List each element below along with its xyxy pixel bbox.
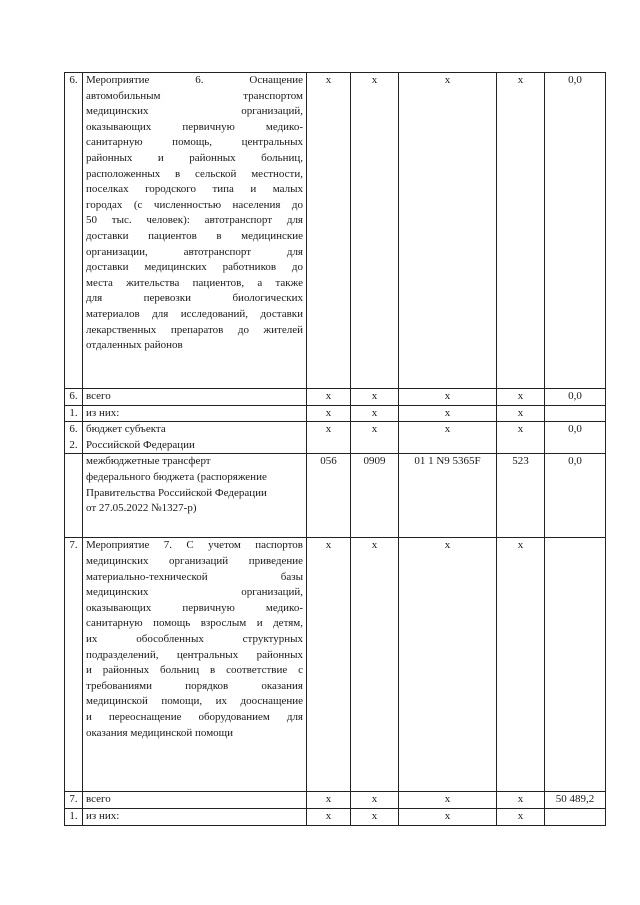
row-number: 7.	[65, 792, 83, 809]
desc-line: оказывающих первичную медико-	[86, 120, 303, 133]
measure-description	[83, 538, 307, 792]
table-row	[65, 73, 606, 389]
cell-target-article: х	[399, 538, 497, 792]
desc-line: подразделений, центральных районных	[86, 648, 303, 661]
cell-ministry-code: 056	[307, 454, 351, 538]
desc-line: федерального бюджета (распоряжение	[86, 470, 267, 483]
cell-amount: 0,0	[545, 422, 606, 454]
desc-line: отдаленных районов	[86, 339, 183, 352]
desc-line: места жительства пациентов, а также	[86, 276, 303, 289]
row-label-of-which: из них:	[83, 808, 307, 825]
row-number	[65, 454, 83, 538]
cell-section-code: х	[351, 538, 399, 792]
desc-line: Мероприятие 6. Оснащение	[86, 74, 303, 86]
cell-ministry-code: х	[307, 405, 351, 422]
row-number-part: 6.	[69, 423, 78, 436]
cell-target-article: х	[399, 73, 497, 389]
cell-expense-type: х	[497, 405, 545, 422]
row-number	[65, 422, 83, 454]
row-label-of-which: из них:	[83, 405, 307, 422]
cell-section-code: х	[351, 405, 399, 422]
cell-section-code: х	[351, 808, 399, 825]
cell-ministry-code: х	[307, 808, 351, 825]
cell-amount	[545, 405, 606, 422]
cell-expense-type: 523	[497, 454, 545, 538]
cell-ministry-code: х	[307, 389, 351, 406]
cell-expense-type: х	[497, 389, 545, 406]
cell-ministry-code: х	[307, 538, 351, 792]
row-number: 1.	[65, 405, 83, 422]
row-label-transfer	[83, 454, 307, 538]
cell-expense-type: х	[497, 538, 545, 792]
cell-section-code: х	[351, 73, 399, 389]
desc-line: материалов для исследований, доставки	[86, 307, 303, 320]
desc-line: поселках городского типа и малых	[86, 183, 303, 196]
cell-section-code: 0909	[351, 454, 399, 538]
cell-expense-type: х	[497, 422, 545, 454]
row-number: 7.	[65, 538, 83, 792]
cell-target-article: х	[399, 808, 497, 825]
cell-section-code: х	[351, 792, 399, 809]
row-label-regional-budget	[83, 422, 307, 454]
budget-table	[64, 72, 606, 826]
desc-line: для перевозки биологических	[86, 292, 303, 305]
cell-amount: 0,0	[545, 73, 606, 389]
cell-amount	[545, 538, 606, 792]
table-row	[65, 422, 606, 454]
cell-ministry-code: х	[307, 73, 351, 389]
desc-line: требованиями порядков оказания	[86, 679, 303, 692]
desc-line: медицинских организаций,	[86, 105, 303, 118]
desc-line: медицинской помощи, их дооснащение	[86, 695, 303, 708]
cell-expense-type: х	[497, 808, 545, 825]
desc-line: медицинских организаций приведение	[86, 554, 303, 567]
desc-line: расположенных в сельской местности,	[86, 167, 303, 180]
cell-amount: 0,0	[545, 454, 606, 538]
desc-line: Российской Федерации	[86, 438, 195, 451]
desc-line: и переоснащение оборудованием для	[86, 710, 303, 723]
desc-line: доставки медицинских работников до	[86, 261, 303, 274]
cell-target-article: х	[399, 422, 497, 454]
cell-target-article: 01 1 N9 5365F	[399, 454, 497, 538]
desc-line: Мероприятие 7. С учетом паспортов	[86, 539, 303, 552]
row-number: 6.	[65, 389, 83, 406]
cell-section-code: х	[351, 389, 399, 406]
desc-line: Правительства Российской Федерации	[86, 486, 267, 499]
desc-line: лекарственных препаратов до жителей	[86, 323, 303, 336]
desc-line: доставки пациентов в медицинские	[86, 229, 303, 242]
desc-line: медицинских организаций,	[86, 586, 303, 599]
cell-amount: 0,0	[545, 389, 606, 406]
desc-line: от 27.05.2022 №1327-р)	[86, 502, 197, 515]
row-label-total: всего	[83, 389, 307, 406]
table-row	[65, 389, 606, 406]
desc-line: оказывающих первичную медико-	[86, 601, 303, 614]
row-number: 6.	[65, 73, 83, 389]
desc-line: автомобильным транспортом	[86, 89, 303, 102]
desc-line: межбюджетные трансферт	[86, 455, 211, 468]
desc-line: бюджет субъекта	[86, 423, 166, 436]
desc-line: материально-технической базы	[86, 570, 303, 583]
row-number: 1.	[65, 808, 83, 825]
cell-target-article: х	[399, 405, 497, 422]
table-row	[65, 808, 606, 825]
desc-line: санитарную помощь взрослым и детям,	[86, 617, 303, 630]
desc-line: городах (с численностью населения до	[86, 198, 303, 211]
desc-line: и районных больниц в соответствие с	[86, 664, 303, 677]
desc-line: оказания медицинской помощи	[86, 726, 234, 739]
row-number-part: 2.	[69, 438, 78, 451]
row-label-total: всего	[83, 792, 307, 809]
cell-section-code: х	[351, 422, 399, 454]
table-row	[65, 454, 606, 538]
desc-line: организации, автотранспорт для	[86, 245, 303, 258]
cell-amount: 50 489,2	[545, 792, 606, 809]
desc-line: районных и районных больниц,	[86, 151, 303, 164]
measure-description	[83, 73, 307, 389]
table-row	[65, 405, 606, 422]
cell-target-article: х	[399, 792, 497, 809]
cell-amount	[545, 808, 606, 825]
desc-line: 50 тыс. человек): автотранспорт для	[86, 214, 303, 227]
cell-expense-type: х	[497, 73, 545, 389]
desc-line: санитарную помощь, центральных	[86, 136, 303, 149]
cell-target-article: х	[399, 389, 497, 406]
cell-expense-type: х	[497, 792, 545, 809]
desc-line: их обособленных структурных	[86, 632, 303, 645]
cell-ministry-code: х	[307, 422, 351, 454]
table-row	[65, 792, 606, 809]
cell-ministry-code: х	[307, 792, 351, 809]
table-row	[65, 538, 606, 792]
